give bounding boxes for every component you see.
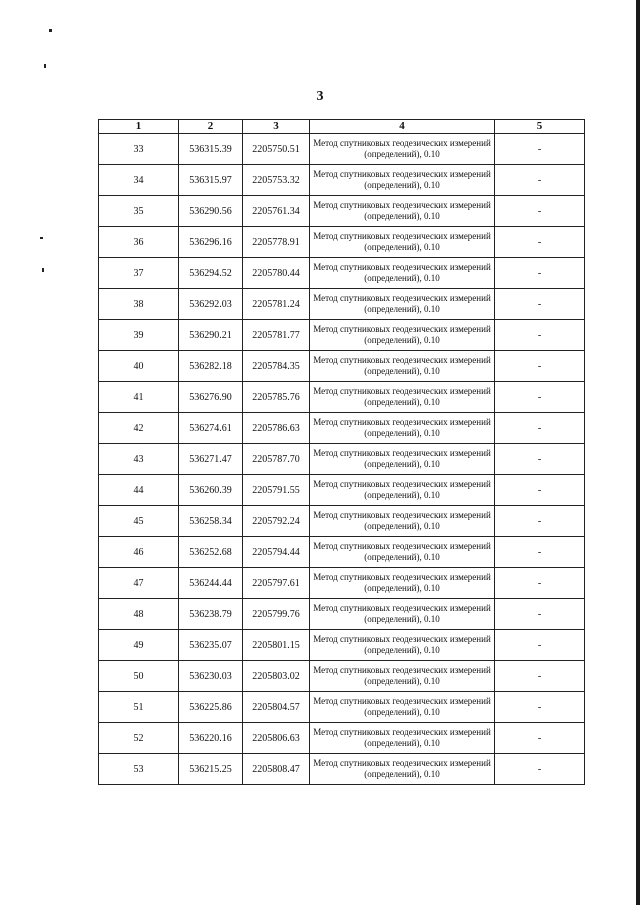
method-cell: Метод спутниковых геодезических измерений (определений), 0.10 bbox=[310, 382, 495, 413]
point-number-cell: 37 bbox=[99, 258, 179, 289]
y-coordinate-cell: 2205785.76 bbox=[243, 382, 310, 413]
note-cell: - bbox=[495, 134, 585, 165]
x-coordinate-cell: 536282.18 bbox=[179, 351, 243, 382]
note-cell: - bbox=[495, 258, 585, 289]
y-coordinate-cell: 2205781.77 bbox=[243, 320, 310, 351]
point-number-cell: 45 bbox=[99, 506, 179, 537]
y-coordinate-cell: 2205753.32 bbox=[243, 165, 310, 196]
note-cell: - bbox=[495, 692, 585, 723]
point-number-cell: 41 bbox=[99, 382, 179, 413]
method-cell: Метод спутниковых геодезических измерений (определений), 0.10 bbox=[310, 661, 495, 692]
note-cell: - bbox=[495, 723, 585, 754]
column-header-2: 2 bbox=[179, 120, 243, 134]
table-row bbox=[99, 382, 585, 413]
note-cell: - bbox=[495, 444, 585, 475]
x-coordinate-cell: 536238.79 bbox=[179, 599, 243, 630]
x-coordinate-cell: 536244.44 bbox=[179, 568, 243, 599]
y-coordinate-cell: 2205806.63 bbox=[243, 723, 310, 754]
scan-border bbox=[636, 0, 640, 905]
point-number-cell: 47 bbox=[99, 568, 179, 599]
scan-speck bbox=[42, 268, 44, 272]
table-header-row bbox=[99, 120, 585, 134]
point-number-cell: 38 bbox=[99, 289, 179, 320]
point-number-cell: 44 bbox=[99, 475, 179, 506]
method-cell: Метод спутниковых геодезических измерений (определений), 0.10 bbox=[310, 258, 495, 289]
table-row bbox=[99, 351, 585, 382]
point-number-cell: 33 bbox=[99, 134, 179, 165]
point-number-cell: 43 bbox=[99, 444, 179, 475]
note-cell: - bbox=[495, 413, 585, 444]
table-row bbox=[99, 537, 585, 568]
note-cell: - bbox=[495, 165, 585, 196]
method-cell: Метод спутниковых геодезических измерений (определений), 0.10 bbox=[310, 630, 495, 661]
point-number-cell: 48 bbox=[99, 599, 179, 630]
x-coordinate-cell: 536290.56 bbox=[179, 196, 243, 227]
y-coordinate-cell: 2205799.76 bbox=[243, 599, 310, 630]
table-row bbox=[99, 444, 585, 475]
table-row bbox=[99, 506, 585, 537]
note-cell: - bbox=[495, 320, 585, 351]
note-cell: - bbox=[495, 568, 585, 599]
table-row bbox=[99, 599, 585, 630]
table-row bbox=[99, 568, 585, 599]
method-cell: Метод спутниковых геодезических измерений (определений), 0.10 bbox=[310, 599, 495, 630]
note-cell: - bbox=[495, 754, 585, 785]
x-coordinate-cell: 536215.25 bbox=[179, 754, 243, 785]
table-row bbox=[99, 289, 585, 320]
table-row bbox=[99, 134, 585, 165]
x-coordinate-cell: 536225.86 bbox=[179, 692, 243, 723]
method-cell: Метод спутниковых геодезических измерений (определений), 0.10 bbox=[310, 165, 495, 196]
x-coordinate-cell: 536235.07 bbox=[179, 630, 243, 661]
method-cell: Метод спутниковых геодезических измерений (определений), 0.10 bbox=[310, 227, 495, 258]
scan-speck bbox=[44, 64, 46, 68]
method-cell: Метод спутниковых геодезических измерений (определений), 0.10 bbox=[310, 506, 495, 537]
y-coordinate-cell: 2205787.70 bbox=[243, 444, 310, 475]
y-coordinate-cell: 2205786.63 bbox=[243, 413, 310, 444]
page-number: 3 bbox=[316, 89, 324, 104]
method-cell: Метод спутниковых геодезических измерений (определений), 0.10 bbox=[310, 568, 495, 599]
y-coordinate-cell: 2205794.44 bbox=[243, 537, 310, 568]
x-coordinate-cell: 536258.34 bbox=[179, 506, 243, 537]
x-coordinate-cell: 536230.03 bbox=[179, 661, 243, 692]
y-coordinate-cell: 2205778.91 bbox=[243, 227, 310, 258]
point-number-cell: 49 bbox=[99, 630, 179, 661]
x-coordinate-cell: 536252.68 bbox=[179, 537, 243, 568]
y-coordinate-cell: 2205797.61 bbox=[243, 568, 310, 599]
method-cell: Метод спутниковых геодезических измерений (определений), 0.10 bbox=[310, 537, 495, 568]
note-cell: - bbox=[495, 351, 585, 382]
x-coordinate-cell: 536290.21 bbox=[179, 320, 243, 351]
y-coordinate-cell: 2205781.24 bbox=[243, 289, 310, 320]
scan-speck bbox=[49, 29, 52, 32]
table-row bbox=[99, 630, 585, 661]
y-coordinate-cell: 2205761.34 bbox=[243, 196, 310, 227]
point-number-cell: 36 bbox=[99, 227, 179, 258]
table-row bbox=[99, 196, 585, 227]
column-header-4: 4 bbox=[310, 120, 495, 134]
note-cell: - bbox=[495, 382, 585, 413]
note-cell: - bbox=[495, 506, 585, 537]
x-coordinate-cell: 536292.03 bbox=[179, 289, 243, 320]
method-cell: Метод спутниковых геодезических измерений (определений), 0.10 bbox=[310, 196, 495, 227]
note-cell: - bbox=[495, 630, 585, 661]
y-coordinate-cell: 2205801.15 bbox=[243, 630, 310, 661]
y-coordinate-cell: 2205803.02 bbox=[243, 661, 310, 692]
x-coordinate-cell: 536296.16 bbox=[179, 227, 243, 258]
method-cell: Метод спутниковых геодезических измерений (определений), 0.10 bbox=[310, 723, 495, 754]
method-cell: Метод спутниковых геодезических измерений (определений), 0.10 bbox=[310, 289, 495, 320]
column-header-1: 1 bbox=[99, 120, 179, 134]
note-cell: - bbox=[495, 196, 585, 227]
table-row bbox=[99, 723, 585, 754]
y-coordinate-cell: 2205808.47 bbox=[243, 754, 310, 785]
note-cell: - bbox=[495, 289, 585, 320]
table-row bbox=[99, 754, 585, 785]
coordinates-table bbox=[98, 119, 585, 785]
method-cell: Метод спутниковых геодезических измерений (определений), 0.10 bbox=[310, 475, 495, 506]
point-number-cell: 46 bbox=[99, 537, 179, 568]
y-coordinate-cell: 2205784.35 bbox=[243, 351, 310, 382]
x-coordinate-cell: 536294.52 bbox=[179, 258, 243, 289]
method-cell: Метод спутниковых геодезических измерений (определений), 0.10 bbox=[310, 134, 495, 165]
point-number-cell: 51 bbox=[99, 692, 179, 723]
x-coordinate-cell: 536315.97 bbox=[179, 165, 243, 196]
table-row bbox=[99, 692, 585, 723]
point-number-cell: 35 bbox=[99, 196, 179, 227]
y-coordinate-cell: 2205791.55 bbox=[243, 475, 310, 506]
method-cell: Метод спутниковых геодезических измерений (определений), 0.10 bbox=[310, 320, 495, 351]
y-coordinate-cell: 2205804.57 bbox=[243, 692, 310, 723]
method-cell: Метод спутниковых геодезических измерений (определений), 0.10 bbox=[310, 692, 495, 723]
point-number-cell: 53 bbox=[99, 754, 179, 785]
note-cell: - bbox=[495, 537, 585, 568]
method-cell: Метод спутниковых геодезических измерений (определений), 0.10 bbox=[310, 444, 495, 475]
x-coordinate-cell: 536276.90 bbox=[179, 382, 243, 413]
point-number-cell: 39 bbox=[99, 320, 179, 351]
x-coordinate-cell: 536315.39 bbox=[179, 134, 243, 165]
column-header-5: 5 bbox=[495, 120, 585, 134]
x-coordinate-cell: 536260.39 bbox=[179, 475, 243, 506]
point-number-cell: 50 bbox=[99, 661, 179, 692]
table-row bbox=[99, 413, 585, 444]
x-coordinate-cell: 536220.16 bbox=[179, 723, 243, 754]
point-number-cell: 42 bbox=[99, 413, 179, 444]
method-cell: Метод спутниковых геодезических измерений (определений), 0.10 bbox=[310, 351, 495, 382]
point-number-cell: 52 bbox=[99, 723, 179, 754]
y-coordinate-cell: 2205780.44 bbox=[243, 258, 310, 289]
note-cell: - bbox=[495, 475, 585, 506]
point-number-cell: 34 bbox=[99, 165, 179, 196]
note-cell: - bbox=[495, 227, 585, 258]
method-cell: Метод спутниковых геодезических измерений (определений), 0.10 bbox=[310, 754, 495, 785]
scan-speck bbox=[40, 237, 43, 239]
table-row bbox=[99, 258, 585, 289]
table-row bbox=[99, 320, 585, 351]
note-cell: - bbox=[495, 661, 585, 692]
note-cell: - bbox=[495, 599, 585, 630]
table-row bbox=[99, 475, 585, 506]
y-coordinate-cell: 2205792.24 bbox=[243, 506, 310, 537]
column-header-3: 3 bbox=[243, 120, 310, 134]
table-row bbox=[99, 661, 585, 692]
x-coordinate-cell: 536274.61 bbox=[179, 413, 243, 444]
method-cell: Метод спутниковых геодезических измерений (определений), 0.10 bbox=[310, 413, 495, 444]
x-coordinate-cell: 536271.47 bbox=[179, 444, 243, 475]
table-row bbox=[99, 227, 585, 258]
point-number-cell: 40 bbox=[99, 351, 179, 382]
y-coordinate-cell: 2205750.51 bbox=[243, 134, 310, 165]
table-row bbox=[99, 165, 585, 196]
